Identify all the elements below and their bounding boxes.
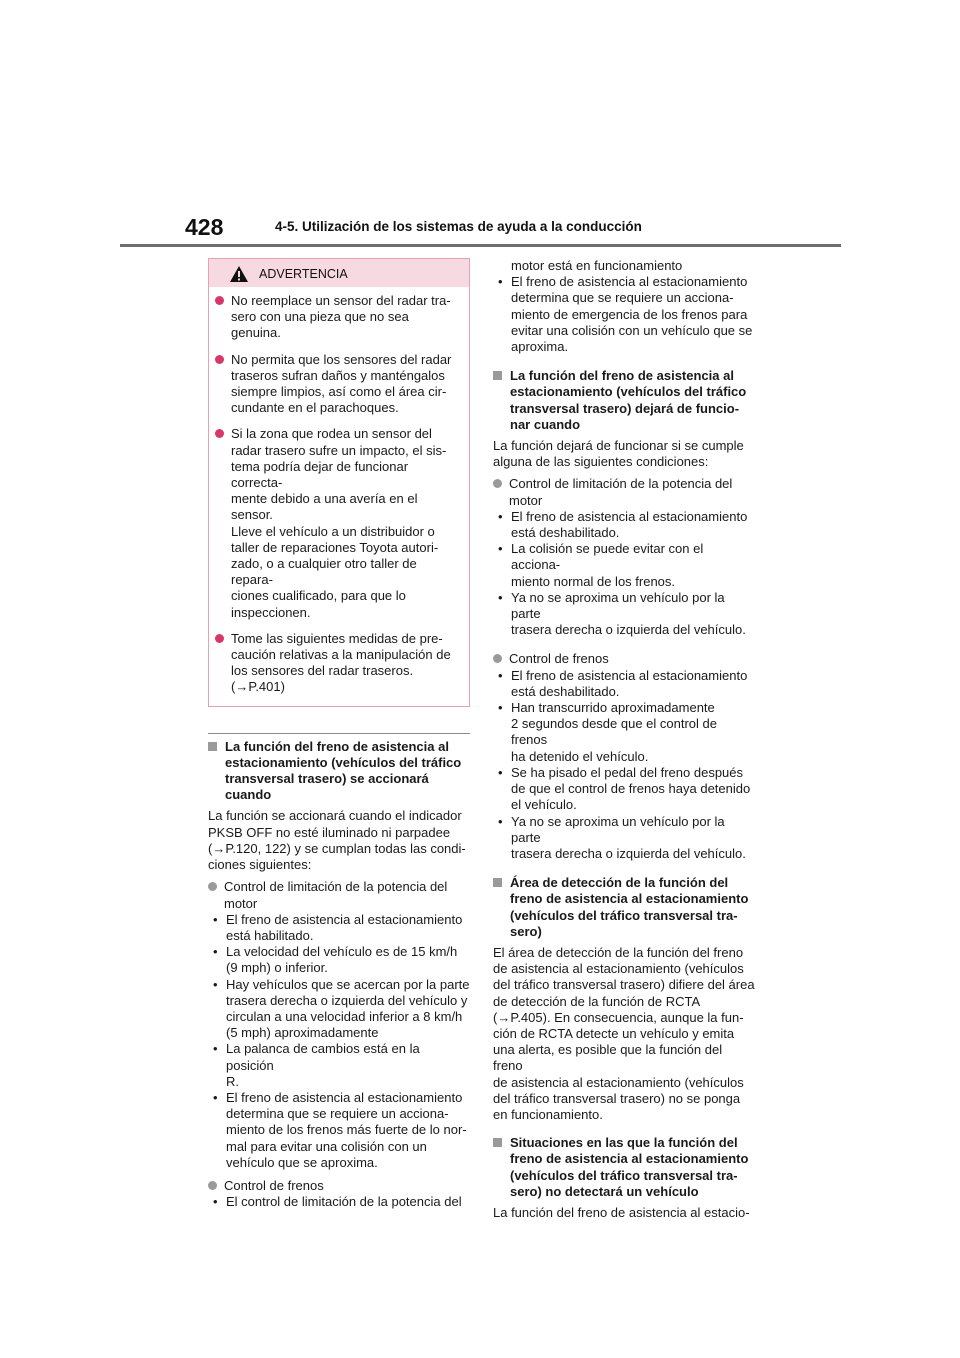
section-heading-text: Situaciones en las que la función del freno de asistencia al estacionamiento (vehículos del tráfico transversal tra- sero) no detectará un vehículo: [510, 1135, 749, 1199]
sub-item: • Ya no se aproxima un vehículo por la parte trasera derecha o izquierda del vehículo.: [498, 813, 746, 861]
condition-group: [493, 476, 755, 638]
section-heading: [493, 368, 755, 433]
warning-item-text: No permita que los sensores del radar traseros sufran daños y manténgalos siempre limpios, así como el área cir- cundante en el parachoques.: [231, 351, 452, 416]
sub-item: • Hay vehículos que se acercan por la parte trasera derecha o izquierda del vehículo y circulan a una velocidad inferior a 8 km/h (5 mph) aproximadamente: [213, 976, 470, 1041]
warning-title: ADVERTENCIA: [259, 267, 348, 281]
section-heading: [208, 739, 470, 804]
sub-item: • El freno de asistencia al estacionamiento está deshabilitado.: [498, 667, 748, 699]
section-heading: [493, 1135, 755, 1200]
condition: [208, 1178, 470, 1194]
sub-item: • La colisión se puede evitar con el acciona- miento normal de los frenos.: [498, 541, 704, 589]
paragraph: El área de detección de la función del freno de asistencia al estacionamiento (vehículos del tráfico transversal trasero) difiere del área de detección de la función de RCTA (→P.405). En consecuencia, aunque la fun- ción de RCTA detecte un vehículo y emita una alerta, es posible que la función del freno de asistencia al estacionamiento (vehículos del tráfico transversal trasero) no se ponga en funcionamiento.: [493, 944, 755, 1122]
warning-body: [209, 287, 469, 706]
page-number: 428: [185, 214, 224, 240]
paragraph: La función se accionará cuando el indicador PKSB OFF no esté iluminado ni parpadee (→P.120, 122) y se cumplan todas las condi- ciones siguientes:: [208, 808, 466, 873]
sub-item: • El freno de asistencia al estacionamiento determina que se requiere un acciona- miento de emergencia de los frenos para evitar una colisión con un vehículo que se aproxima.: [498, 274, 753, 355]
warning-item-text: Tome las siguientes medidas de pre- caución relativas a la manipulación de los sensores del radar traseros. (→P.401): [231, 630, 451, 695]
warning-item: [215, 293, 461, 342]
header-rule: [120, 244, 841, 247]
square-bullet-icon: [493, 371, 502, 380]
square-bullet-icon: [493, 1138, 502, 1147]
bullet-icon: [215, 296, 224, 305]
bullet-icon: [493, 479, 502, 488]
bullet-icon: [208, 1181, 217, 1190]
sub-item: • La velocidad del vehículo es de 15 km/h (9 mph) o inferior.: [213, 944, 458, 976]
warning-item: [215, 631, 461, 696]
section-heading-text: La función del freno de asistencia al estacionamiento (vehículos del tráfico transversal trasero) dejará de funcio- nar cuando: [510, 368, 747, 432]
warning-item-text: No reemplace un sensor del radar tra- sero con una pieza que no sea genuina.: [231, 293, 451, 341]
condition: [493, 651, 755, 667]
condition-group: [208, 879, 470, 1171]
right-column: [493, 258, 755, 1227]
condition-text: Control de limitación de la potencia del motor: [509, 476, 733, 508]
left-column: [208, 258, 470, 1217]
bullet-icon: [493, 654, 502, 663]
condition: [493, 476, 755, 508]
section-heading-text: La función del freno de asistencia al estacionamiento (vehículos del tráfico transversal trasero) se accionará cuando: [225, 738, 462, 803]
paragraph: La función del freno de asistencia al estacio-: [493, 1204, 750, 1220]
condition-group: [208, 1178, 470, 1210]
paragraph: La función dejará de funcionar si se cumple alguna de las siguientes condiciones:: [493, 438, 744, 470]
section-heading-text: Área de detección de la función del freno de asistencia al estacionamiento (vehículos del tráfico transversal tra- sero): [510, 875, 749, 939]
sub-item: • El freno de asistencia al estacionamiento está habilitado.: [213, 911, 463, 943]
warning-triangle-icon: [229, 265, 249, 283]
chapter-title: 4-5. Utilización de los sistemas de ayuda a la conducción: [275, 219, 642, 234]
bullet-icon: [215, 429, 224, 438]
warning-box: [208, 258, 470, 707]
square-bullet-icon: [208, 742, 217, 751]
bullet-icon: [215, 634, 224, 643]
bullet-icon: [208, 882, 217, 891]
continuation-text: motor está en funcionamiento: [511, 258, 683, 273]
sub-item: • Se ha pisado el pedal del freno después de que el control de frenos haya detenido el vehículo.: [498, 764, 751, 813]
sub-item: • El freno de asistencia al estacionamiento está deshabilitado.: [498, 508, 748, 541]
condition-text: Control de frenos: [509, 651, 609, 667]
continuation-group: [493, 258, 755, 355]
condition: [208, 879, 470, 911]
sub-item: • El freno de asistencia al estacionamiento determina que se requiere un acciona- miento de los frenos más fuerte de lo nor- mal para evitar una colisión con un vehículo que se aproxima.: [213, 1089, 467, 1170]
section-heading: [493, 875, 755, 940]
warning-item: [215, 426, 461, 620]
warning-item-text: Si la zona que rodea un sensor del radar trasero sufre un impacto, el sis- tema podría dejar de funcionar correcta- mente debido a una avería en el sensor. Lleve el vehículo a un distribuidor o taller de reparaciones Toyota autori- zado, o a cualquier otro taller de repara- ciones cualificado, para que lo inspeccionen.: [231, 426, 447, 620]
warning-item: [215, 352, 461, 417]
sub-item: • Han transcurrido aproximadamente 2 segundos desde que el control de frenos ha detenido el vehículo.: [498, 700, 717, 764]
sub-item: • La palanca de cambios está en la posición R.: [213, 1041, 420, 1089]
bullet-icon: [215, 355, 224, 364]
condition-group: [493, 651, 755, 862]
page-header: [0, 0, 960, 250]
sub-item: • El control de limitación de la potencia del: [213, 1194, 462, 1210]
condition-text: Control de limitación de la potencia del motor: [224, 879, 448, 911]
sub-item: • Ya no se aproxima un vehículo por la parte trasera derecha o izquierda del vehículo.: [498, 589, 746, 638]
square-bullet-icon: [493, 878, 502, 887]
condition-text: Control de frenos: [224, 1177, 324, 1193]
warning-header: [209, 259, 469, 287]
section-rule: [208, 733, 470, 734]
